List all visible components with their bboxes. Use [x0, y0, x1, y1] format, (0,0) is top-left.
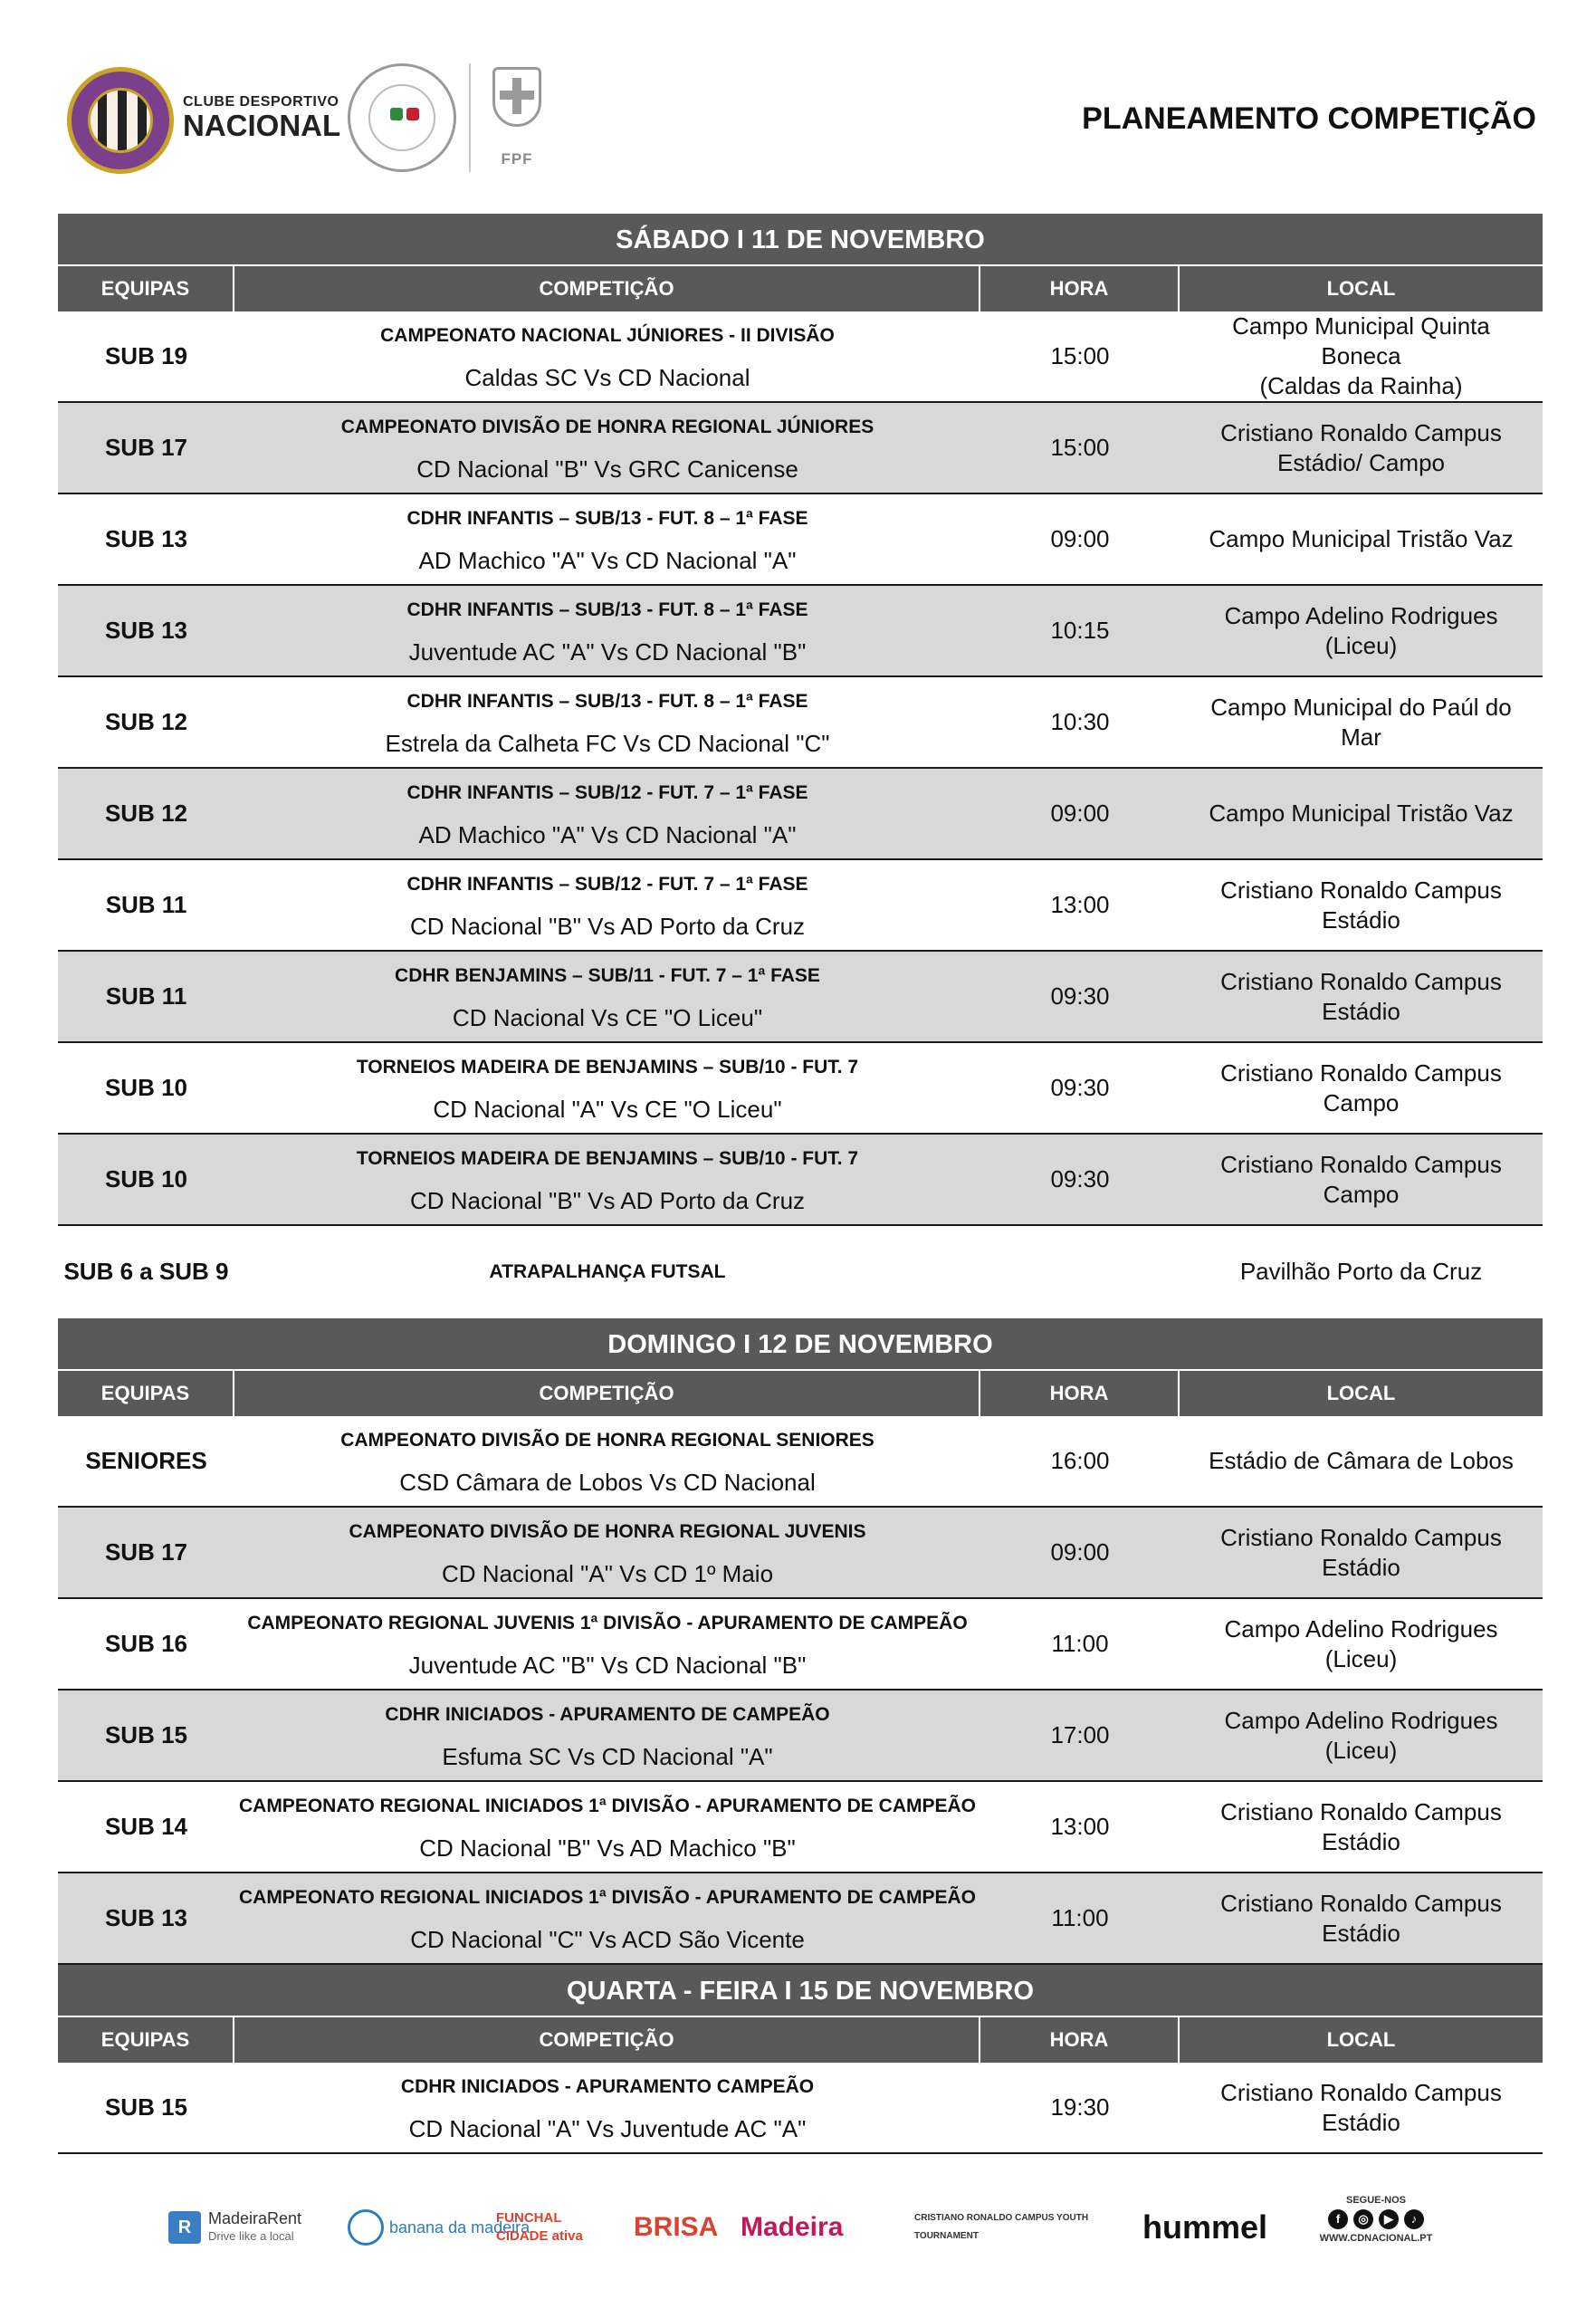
competition-title: CAMPEONATO DIVISÃO DE HONRA REGIONAL JÚNIORES	[340, 417, 874, 437]
match-fixture: Caldas SC Vs CD Nacional	[464, 364, 750, 391]
website-link[interactable]: WWW.CDNACIONAL.PT	[1319, 2233, 1433, 2244]
match-fixture: CD Nacional "B" Vs GRC Canicense	[416, 455, 798, 483]
sponsor-banana-name: banana da madeira	[389, 2218, 530, 2237]
competition-title: CAMPEONATO REGIONAL INICIADOS 1ª DIVISÃO - APURAMENTO DE CAMPEÃO	[238, 1796, 976, 1816]
location-line2: Estádio	[1322, 1827, 1400, 1855]
fpf-label: FPF	[501, 150, 533, 168]
column-header-equipas: EQUIPAS	[58, 1371, 234, 1416]
match-fixture: Esfuma SC Vs CD Nacional "A"	[442, 1743, 773, 1770]
competition-cell	[234, 1416, 980, 1506]
competition-title: CDHR INFANTIS – SUB/12 - FUT. 7 – 1ª FASE	[406, 874, 808, 895]
banana-icon	[348, 2209, 384, 2246]
location-line2: (Liceu)	[1324, 1736, 1398, 1764]
location-line1: Campo Municipal Tristão Vaz	[1209, 525, 1514, 552]
competition-cell	[234, 1135, 980, 1224]
location-line1: Campo Adelino Rodrigues	[1224, 1706, 1498, 1734]
table-row	[58, 677, 1543, 769]
team-cell: SUB 10	[104, 1165, 188, 1193]
competition-cell	[234, 1691, 980, 1780]
competition-title: TORNEIOS MADEIRA DE BENJAMINS – SUB/10 - FUT. 7	[356, 1057, 859, 1078]
location-cell	[1180, 677, 1543, 767]
location-cell	[1180, 1873, 1543, 1963]
location-line1: Pavilhão Porto da Cruz	[1239, 1258, 1483, 1285]
location-line1: Estádio de Câmara de Lobos	[1209, 1447, 1514, 1474]
competition-cell	[234, 1873, 980, 1963]
team-cell: SUB 13	[104, 617, 188, 644]
table-row	[58, 1873, 1543, 1965]
table-row	[58, 586, 1543, 677]
competition-cell	[234, 1599, 980, 1689]
sponsor-funchal	[496, 2200, 614, 2255]
social-links	[1313, 2195, 1439, 2244]
team-cell: SENIORES	[85, 1447, 207, 1474]
match-fixture: Juventude AC "A" Vs CD Nacional "B"	[408, 638, 807, 666]
team-cell: SUB 13	[104, 525, 188, 552]
time-cell: 17:00	[1050, 1721, 1110, 1748]
time-cell: 15:00	[1050, 342, 1110, 369]
competition-title: CDHR INFANTIS – SUB/13 - FUT. 8 – 1ª FASE	[406, 508, 808, 529]
time-cell: 09:30	[1050, 982, 1110, 1010]
competition-title: TORNEIOS MADEIRA DE BENJAMINS – SUB/10 - FUT. 7	[356, 1148, 859, 1169]
match-fixture: CD Nacional "B" Vs AD Porto da Cruz	[409, 1187, 806, 1214]
location-line2: Estádio	[1322, 905, 1400, 934]
team-cell: SUB 15	[104, 2093, 188, 2121]
tiktok-icon[interactable]: ♪	[1404, 2209, 1424, 2229]
table-row	[58, 1226, 1543, 1317]
team-cell: SUB 14	[104, 1813, 188, 1840]
table-row	[58, 1599, 1543, 1691]
sponsor-madeira	[741, 2200, 843, 2255]
location-line2: Mar	[1341, 723, 1381, 751]
club-name-line1: CLUBE DESPORTIVO	[183, 94, 339, 110]
time-cell: 10:30	[1050, 708, 1110, 735]
sponsor-madeirarent-name: MadeiraRent	[208, 2209, 302, 2227]
location-line2: Estádio	[1322, 997, 1400, 1025]
sponsor-madeira-name: Madeira	[741, 2212, 844, 2242]
location-cell	[1180, 311, 1543, 401]
sponsor-brisa-name: BRISA	[634, 2212, 719, 2242]
location-line1: Cristiano Ronaldo Campus	[1220, 1150, 1502, 1178]
sponsor-funchal-name: FUNCHAL CIDADE ativa	[496, 2210, 583, 2244]
day-section	[58, 1965, 1543, 2154]
competition-title: CAMPEONATO DIVISÃO DE HONRA REGIONAL JUVENIS	[349, 1521, 866, 1542]
team-cell: SUB 6 a SUB 9	[63, 1258, 229, 1285]
location-line1: Cristiano Ronaldo Campus	[1220, 1889, 1502, 1917]
competition-cell	[234, 586, 980, 675]
match-fixture: CD Nacional "B" Vs AD Machico "B"	[419, 1834, 796, 1862]
time-cell: 10:15	[1050, 617, 1110, 644]
location-line2: Estádio/ Campo	[1277, 448, 1445, 476]
match-fixture: CD Nacional "B" Vs AD Porto da Cruz	[409, 913, 806, 940]
location-cell	[1180, 1599, 1543, 1689]
competition-cell	[234, 1782, 980, 1872]
location-line2: Estádio	[1322, 1553, 1400, 1581]
location-line1: Cristiano Ronaldo Campus	[1220, 418, 1502, 446]
sponsor-hummel	[1142, 2200, 1267, 2255]
location-cell	[1180, 769, 1543, 858]
location-line1: Cristiano Ronaldo Campus	[1220, 1797, 1502, 1825]
competition-title: CAMPEONATO NACIONAL JÚNIORES - II DIVISÃO	[380, 325, 835, 346]
location-cell	[1180, 1782, 1543, 1872]
competition-title: CAMPEONATO REGIONAL INICIADOS 1ª DIVISÃO - APURAMENTO DE CAMPEÃO	[238, 1887, 976, 1908]
team-cell: SUB 13	[104, 1904, 188, 1931]
competition-title: CAMPEONATO REGIONAL JUVENIS 1ª DIVISÃO - APURAMENTO DE CAMPEÃO	[247, 1613, 968, 1633]
club-crest-logo	[67, 67, 174, 174]
table-row	[58, 494, 1543, 586]
match-fixture: CD Nacional "C" Vs ACD São Vicente	[410, 1926, 805, 1953]
facebook-icon[interactable]: f	[1328, 2209, 1348, 2229]
location-cell	[1180, 586, 1543, 675]
instagram-icon[interactable]: ◎	[1353, 2209, 1373, 2229]
competition-title: CDHR BENJAMINS – SUB/11 - FUT. 7 – 1ª FASE	[395, 965, 820, 986]
competition-cell	[234, 494, 980, 584]
location-cell	[1180, 952, 1543, 1041]
competition-cell	[234, 860, 980, 950]
location-line1: Cristiano Ronaldo Campus	[1220, 1058, 1502, 1087]
location-cell	[1180, 1416, 1543, 1506]
column-header-equipas: EQUIPAS	[58, 266, 234, 311]
match-fixture: AD Machico "A" Vs CD Nacional "A"	[418, 547, 797, 574]
sponsor-brisa	[634, 2200, 718, 2255]
location-cell	[1180, 403, 1543, 493]
table-row	[58, 1782, 1543, 1873]
column-header-competicao: COMPETIÇÃO	[234, 266, 980, 311]
competition-cell	[234, 769, 980, 858]
match-fixture: AD Machico "A" Vs CD Nacional "A"	[418, 821, 797, 848]
team-cell: SUB 10	[104, 1074, 188, 1101]
match-fixture: Estrela da Calheta FC Vs CD Nacional "C"	[385, 730, 830, 757]
youtube-icon[interactable]: ▶	[1379, 2209, 1399, 2229]
competition-cell	[234, 403, 980, 493]
column-header-hora: HORA	[980, 266, 1180, 311]
location-cell	[1180, 494, 1543, 584]
location-line2: (Caldas da Rainha)	[1259, 372, 1463, 399]
column-header-competicao: COMPETIÇÃO	[234, 1371, 980, 1416]
fpf-logo	[487, 63, 547, 172]
competition-cell	[234, 1226, 980, 1317]
match-fixture: Juventude AC "B" Vs CD Nacional "B"	[408, 1652, 807, 1679]
location-line1: Campo Municipal Tristão Vaz	[1209, 800, 1514, 827]
time-cell: 16:00	[1050, 1447, 1110, 1474]
time-cell: 09:00	[1050, 1538, 1110, 1566]
match-fixture: CSD Câmara de Lobos Vs CD Nacional	[399, 1469, 816, 1496]
time-cell: 09:30	[1050, 1165, 1110, 1193]
column-headers	[58, 1371, 1543, 1416]
team-cell: SUB 17	[104, 1538, 188, 1566]
competition-title: CDHR INFANTIS – SUB/13 - FUT. 8 – 1ª FASE	[406, 691, 808, 712]
competition-title: CDHR INFANTIS – SUB/12 - FUT. 7 – 1ª FASE	[406, 782, 808, 803]
match-fixture: CD Nacional "A" Vs Juventude AC "A"	[408, 2115, 807, 2142]
logo-divider	[469, 63, 471, 172]
match-fixture: CD Nacional "A" Vs CD 1º Maio	[441, 1560, 774, 1587]
match-fixture: CD Nacional Vs CE "O Liceu"	[452, 1004, 763, 1031]
location-line1: Cristiano Ronaldo Campus	[1220, 1523, 1502, 1551]
club-name	[183, 94, 340, 141]
sponsor-cr-campus	[914, 2200, 1095, 2255]
competition-title: CDHR INICIADOS - APURAMENTO DE CAMPEÃO	[385, 1704, 830, 1725]
sponsor-cr-campus-name: CRISTIANO RONALDO CAMPUS YOUTH TOURNAMENT	[914, 2213, 1089, 2241]
madeirarent-icon: R	[168, 2211, 201, 2244]
location-cell	[1180, 1135, 1543, 1224]
location-cell	[1180, 1691, 1543, 1780]
team-cell: SUB 19	[104, 342, 188, 369]
column-header-local: LOCAL	[1326, 277, 1396, 300]
team-cell: SUB 16	[104, 1630, 188, 1657]
table-row	[58, 403, 1543, 494]
location-line2: Campo	[1323, 1088, 1400, 1116]
table-row	[58, 2063, 1543, 2154]
competition-title: CDHR INFANTIS – SUB/13 - FUT. 8 – 1ª FASE	[406, 599, 808, 620]
team-cell: SUB 15	[104, 1721, 188, 1748]
location-line1: Campo Municipal Quinta Boneca	[1232, 312, 1490, 369]
location-cell	[1180, 860, 1543, 950]
social-title: SEGUE-NOS	[1345, 2195, 1406, 2206]
day-section	[58, 1318, 1543, 1965]
table-row	[58, 860, 1543, 952]
day-section	[58, 214, 1543, 1317]
certification-seal-logo	[348, 63, 456, 172]
day-title: QUARTA - FEIRA I 15 DE NOVEMBRO	[58, 1965, 1543, 2017]
sponsor-madeirarent	[168, 2200, 301, 2255]
team-cell: SUB 11	[105, 891, 187, 918]
column-header-equipas: EQUIPAS	[58, 2017, 234, 2063]
column-header-local: LOCAL	[1326, 2028, 1396, 2051]
time-cell: 19:30	[1050, 2093, 1110, 2121]
page-header	[0, 0, 1596, 208]
page-title: PLANEAMENTO COMPETIÇÃO	[1082, 101, 1536, 136]
competition-title: CAMPEONATO DIVISÃO DE HONRA REGIONAL SENIORES	[340, 1430, 874, 1451]
day-title: DOMINGO I 12 DE NOVEMBRO	[58, 1318, 1543, 1371]
location-line2: Campo	[1323, 1180, 1400, 1208]
table-row	[58, 1135, 1543, 1226]
team-cell: SUB 12	[104, 708, 188, 735]
location-cell	[1180, 1043, 1543, 1133]
competition-cell	[234, 1043, 980, 1133]
location-line2: (Liceu)	[1324, 631, 1398, 659]
team-cell: SUB 12	[104, 800, 188, 827]
column-headers	[58, 2017, 1543, 2063]
team-cell: SUB 11	[105, 982, 187, 1010]
location-cell	[1180, 1226, 1543, 1317]
location-line1: Campo Municipal do Paúl do	[1210, 693, 1512, 721]
column-headers	[58, 266, 1543, 311]
time-cell: 11:00	[1051, 1904, 1109, 1931]
sponsor-footer	[0, 2182, 1596, 2291]
table-row	[58, 1416, 1543, 1508]
time-cell: 15:00	[1050, 434, 1110, 461]
location-line2: (Liceu)	[1324, 1644, 1398, 1672]
competition-cell	[234, 1508, 980, 1597]
sponsor-madeirarent-tagline: Drive like a local	[208, 2229, 294, 2243]
column-header-hora: HORA	[980, 2017, 1180, 2063]
table-row	[58, 1043, 1543, 1135]
column-header-local: LOCAL	[1326, 1382, 1396, 1404]
time-cell: 09:30	[1050, 1074, 1110, 1101]
club-name-line2: NACIONAL	[183, 109, 341, 142]
day-title: SÁBADO I 11 DE NOVEMBRO	[58, 214, 1543, 266]
table-row	[58, 311, 1543, 403]
column-header-competicao: COMPETIÇÃO	[234, 2017, 980, 2063]
time-cell: 13:00	[1050, 891, 1110, 918]
location-line1: Campo Adelino Rodrigues	[1224, 1614, 1498, 1643]
location-line2: Estádio	[1322, 2108, 1400, 2136]
competition-cell	[234, 311, 980, 401]
location-line1: Cristiano Ronaldo Campus	[1220, 967, 1502, 995]
table-row	[58, 1508, 1543, 1599]
location-line1: Cristiano Ronaldo Campus	[1220, 876, 1502, 904]
location-cell	[1180, 1508, 1543, 1597]
competition-cell	[234, 2063, 980, 2152]
table-row	[58, 1691, 1543, 1782]
competition-title: ATRAPALHANÇA FUTSAL	[489, 1260, 726, 1282]
time-cell: 09:00	[1050, 800, 1110, 827]
competition-cell	[234, 677, 980, 767]
location-line1: Campo Adelino Rodrigues	[1224, 601, 1498, 629]
column-header-hora: HORA	[980, 1371, 1180, 1416]
location-line1: Cristiano Ronaldo Campus	[1220, 2078, 1502, 2106]
competition-title: CDHR INICIADOS - APURAMENTO CAMPEÃO	[400, 2076, 815, 2097]
time-cell: 11:00	[1051, 1630, 1109, 1657]
time-cell	[980, 1226, 1180, 1317]
location-cell	[1180, 2063, 1543, 2152]
competition-cell	[234, 952, 980, 1041]
team-cell: SUB 17	[104, 434, 188, 461]
table-row	[58, 769, 1543, 860]
time-cell: 13:00	[1050, 1813, 1110, 1840]
time-cell: 09:00	[1050, 525, 1110, 552]
table-row	[58, 952, 1543, 1043]
location-line2: Estádio	[1322, 1919, 1400, 1947]
sponsor-hummel-name: hummel	[1142, 2208, 1268, 2246]
match-fixture: CD Nacional "A" Vs CE "O Liceu"	[433, 1096, 782, 1123]
